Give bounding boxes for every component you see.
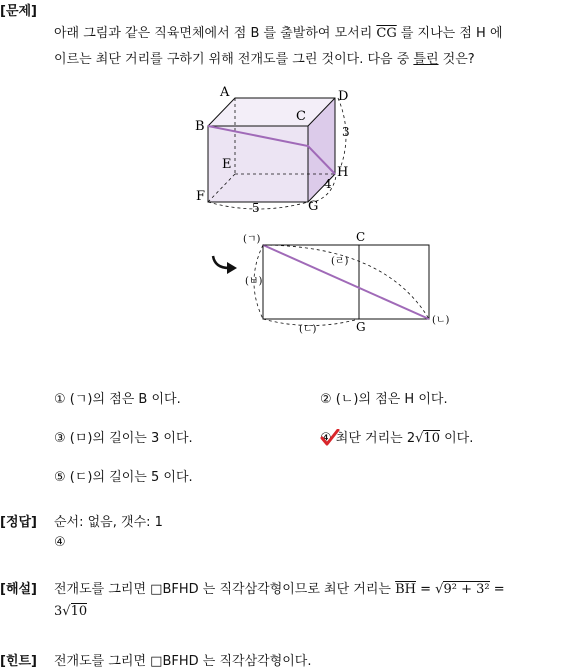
- box-label-e: E: [222, 157, 232, 172]
- option-1[interactable]: [54, 388, 181, 407]
- option-2[interactable]: [320, 388, 448, 407]
- explanation-result-sqrt: √: [62, 604, 71, 619]
- hint-text: 전개도를 그리면 □BFHD 는 직각삼각형이다.: [54, 654, 312, 669]
- box-dim-height: 3: [342, 125, 350, 139]
- answer-tag: [정답]: [0, 515, 37, 530]
- explanation-tag: [해설]: [0, 582, 37, 597]
- explanation-sqrt-sign: √: [435, 582, 444, 597]
- net-figure: [205, 228, 465, 340]
- question-tag: [문제]: [0, 4, 37, 19]
- box-label-h: H: [337, 165, 349, 180]
- explanation-radicand: 9² + 3²: [443, 582, 490, 597]
- explanation-eq2: =: [489, 582, 505, 597]
- explanation-result-radicand: 10: [70, 604, 88, 619]
- option-1-text: (ㄱ)의 점은 B 이다.: [69, 392, 181, 407]
- option-3-text: (ㅁ)의 길이는 3 이다.: [69, 431, 193, 446]
- option-5[interactable]: [54, 466, 193, 485]
- option-4-text-pre: 최단 거리는 2: [335, 431, 416, 446]
- box-dim-width: 5: [252, 201, 260, 215]
- question-line1-pre: 아래 그림과 같은 직육면체에서 점 B 를 출발하여 모서리: [54, 26, 377, 41]
- box-label-b: B: [195, 119, 205, 134]
- option-4-num: ④: [320, 431, 332, 446]
- explanation-text: 전개도를 그리면 □BFHD 는 직각삼각형이므로 최단 거리는: [54, 582, 396, 597]
- answer-meta: 순서: 없음, 갯수: 1: [54, 515, 163, 530]
- curved-arrow-icon: [213, 256, 229, 268]
- option-3-num: ③: [54, 431, 66, 446]
- question-line-1: [54, 22, 503, 41]
- option-4-radicand: 10: [423, 431, 440, 446]
- option-2-num: ②: [320, 392, 332, 407]
- question-emphasis: 틀린: [413, 52, 439, 67]
- hint-tag: [힌트]: [0, 654, 37, 669]
- box-figure: [190, 84, 360, 216]
- explanation-line-2: [54, 604, 87, 619]
- question-line1-post: 를 지나는 점 H 에: [396, 26, 503, 41]
- option-4[interactable]: [320, 427, 473, 446]
- net-label-giyeok: (ㄱ): [243, 234, 261, 245]
- option-4-num-wrap: [320, 431, 332, 446]
- box-label-g: G: [308, 199, 319, 214]
- net-right-face: [359, 245, 429, 319]
- net-label-g: G: [356, 320, 366, 334]
- box-label-f: F: [196, 189, 206, 204]
- box-label-c: C: [296, 109, 306, 124]
- box-label-d: D: [338, 89, 349, 104]
- explanation-segment: $\overline{BH}$: [395, 582, 416, 597]
- box-label-a: A: [220, 85, 230, 100]
- net-label-digeut: (ㄷ): [299, 324, 317, 335]
- question-line2-post: 것은?: [438, 52, 475, 67]
- explanation-line-1: [54, 578, 505, 597]
- option-3[interactable]: [54, 427, 193, 446]
- option-2-text: (ㄴ)의 점은 H 이다.: [335, 392, 448, 407]
- option-4-text-post: 이다.: [439, 431, 474, 446]
- net-label-rieul: (ㄹ): [331, 256, 349, 267]
- box-dim-depth: 4: [324, 177, 332, 191]
- explanation-eq: =: [416, 582, 436, 597]
- question-edge-label: $\overline{CG}$: [376, 26, 397, 41]
- answer-value: ④: [54, 535, 66, 550]
- option-1-num: ①: [54, 392, 66, 407]
- explanation-result-coef: 3: [54, 604, 63, 619]
- question-line-2: [54, 48, 475, 67]
- option-5-num: ⑤: [54, 470, 66, 485]
- net-label-c: C: [356, 230, 366, 244]
- curved-arrow-head-icon: [227, 262, 237, 274]
- option-5-text: (ㄷ)의 길이는 5 이다.: [69, 470, 193, 485]
- question-line2-pre: 이르는 최단 거리를 구하기 위해 전개도를 그린 것이다. 다음 중: [54, 52, 414, 67]
- net-label-nieun: (ㄴ): [432, 315, 450, 326]
- checkmark-icon: [320, 429, 340, 447]
- option-4-sqrt-sign: √: [415, 431, 424, 446]
- net-label-bieup: (ㅂ): [245, 276, 263, 287]
